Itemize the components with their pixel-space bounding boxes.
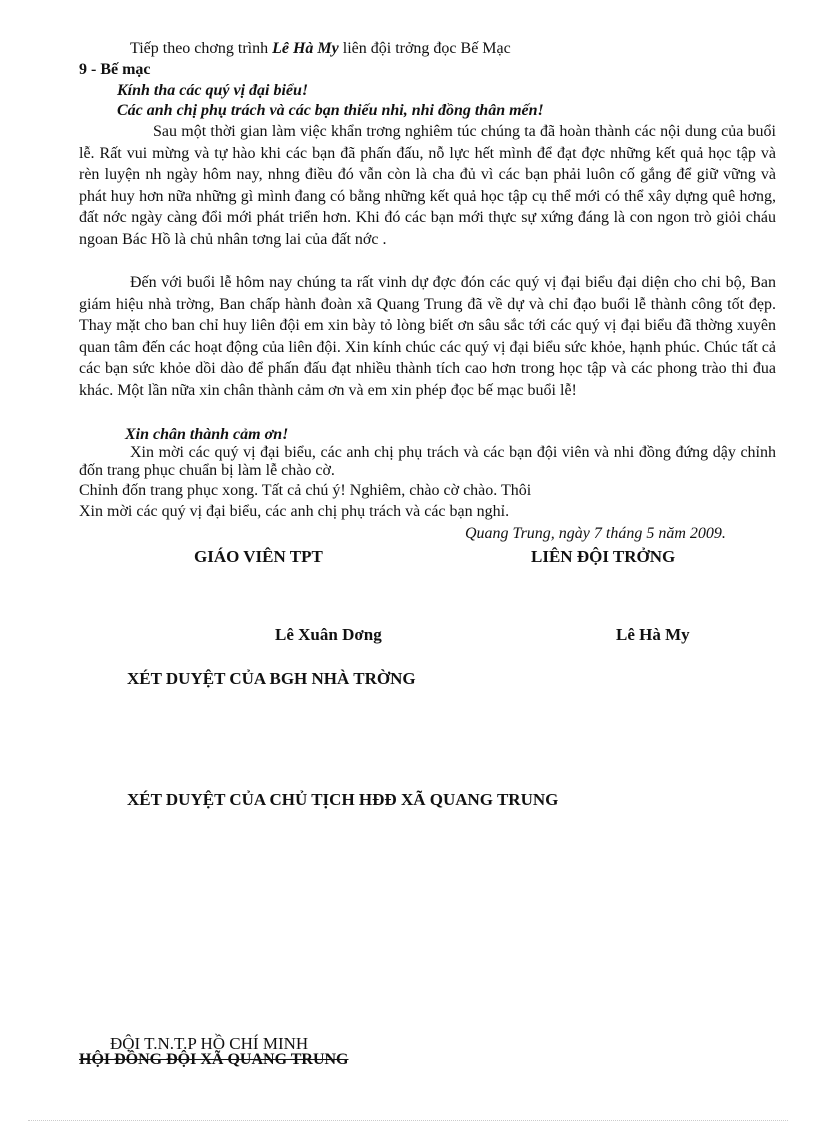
intro-prefix: Tiếp theo chơng trình (130, 40, 273, 57)
paragraph-2: Đến với buổi lễ hôm nay chúng ta rất vinh dự đợc đón các quý vị đại biểu đại diện cho chi bộ, Ban giám hiệu nhà trờng, Ban chấp hành đoàn xã Quang Trung đã về dự và chỉ đạo buổi lễ thành công tốt đẹp. Thay mặt cho ban chỉ huy liên đội em xin bày tỏ lòng biết ơn sâu sắc tới các quý vị đại biểu đã thờng xuyên quan tâm đến các hoạt động của liên đội. Xin kính chúc các quý vị đại biểu sức khỏe, hạnh phúc. Chúc tất cả các bạn sức khỏe dồi dào để phấn đấu đạt nhiều thành tích cao hơn trong học tập và các phong trào thi đua khác. Một lần nữa xin chân thành cảm ơn và em xin phép đọc bế mạc buổi lễ! (79, 274, 776, 399)
instruction-line: Chỉnh đốn trang phục xong. Tất cả chú ý! Nghiêm, chào cờ chào. Thôi (79, 482, 532, 499)
intro-line (130, 39, 511, 59)
left-signature-title: GIÁO VIÊN TPT (194, 547, 323, 566)
thanks-line: Xin chân thành cảm ơn! (125, 426, 289, 443)
paragraph-1: Sau một thời gian làm việc khẩn trơng nghiêm túc chúng ta đã hoàn thành các nội dung của buổi lễ. Rất vui mừng và tự hào khi các bạn đã phấn đấu, nỗ lực hết mình để đạt đợc những kết quả học tập và rèn luyện nh ngày hôm nay, nhng điều đó vẫn còn là cha đủ vì các bạn phải luôn cố gắng để giữ vững và phát huy hơn nữa những gì mình đang có bằng những kết quả học tập cụ thể mới có thể xây dựng quê hơng, đất nớc ngày càng đổi mới phát triển hơn. Khi đó các bạn mới thực sự xứng đáng là con ngon trò giỏi cháu ngoan Bác Hồ là chủ nhân tơng lai của đất nớc . (79, 123, 776, 248)
intro-suffix: liên đội trởng đọc Bế Mạc (338, 40, 511, 57)
section-title: 9 - Bế mạc (79, 61, 151, 78)
greeting-1: Kính tha các quý vị đại biểu! (117, 82, 309, 99)
footer-org-line-1: ĐỘI T.N.T.P HỒ CHÍ MINH (110, 1034, 309, 1053)
invite-paragraph: Xin mời các quý vị đại biểu, các anh chị phụ trách và các bạn đội viên và nhi đồng đứng dậy chỉnh đốn trang phục chuẩn bị làm lễ chào cờ. (79, 444, 776, 479)
page-bottom-rule (28, 1120, 788, 1121)
right-signature-name: Lê Hà My (616, 625, 690, 644)
greeting-2: Các anh chị phụ trách và các bạn thiếu nhi, nhi đồng thân mến! (117, 102, 544, 119)
left-signature-name: Lê Xuân Dơng (275, 625, 382, 644)
footer-org-line-2: HỘI ĐỒNG ĐỘI XÃ QUANG TRUNG (79, 1051, 349, 1068)
right-signature-title: LIÊN ĐỘI TRỞNG (531, 547, 676, 566)
approval-commune-chair: XÉT DUYỆT CỦA CHỦ TỊCH HĐĐ XÃ QUANG TRUNG (127, 790, 559, 809)
place-date: Quang Trung, ngày 7 tháng 5 năm 2009. (465, 525, 726, 542)
intro-name: Lê Hà My (272, 40, 339, 57)
approval-school-board: XÉT DUYỆT CỦA BGH NHÀ TRỜNG (127, 669, 416, 688)
closing-line: Xin mời các quý vị đại biểu, các anh chị phụ trách và các bạn nghỉ. (79, 503, 510, 520)
